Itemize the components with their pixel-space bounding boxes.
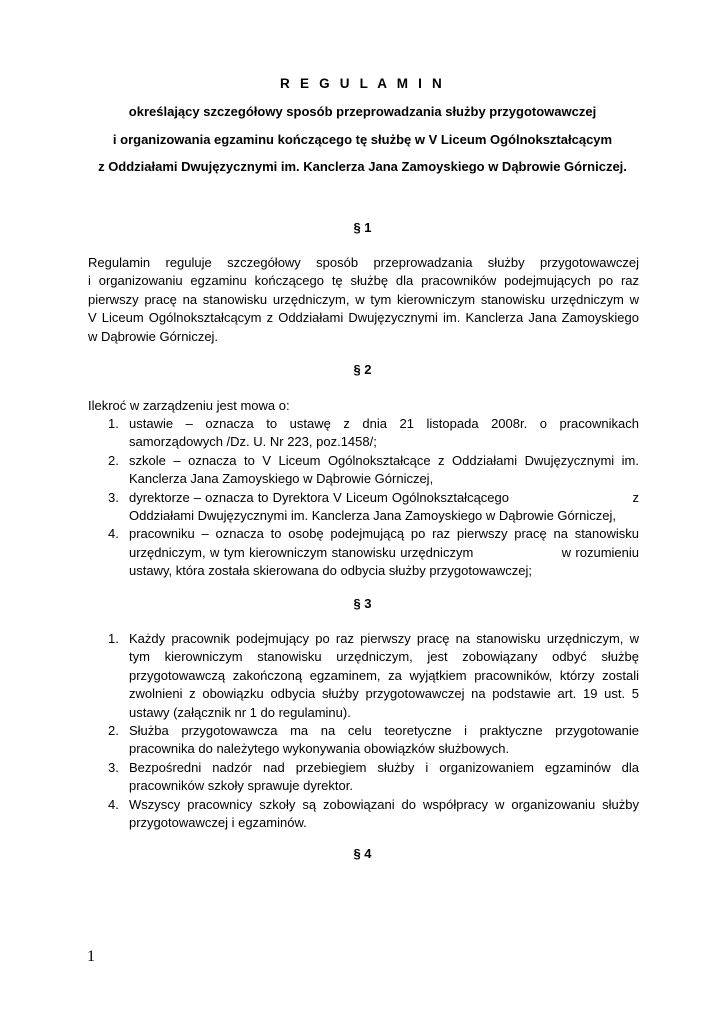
page-number: 1 [87,948,95,965]
list-item [88,796,639,833]
list-item-line: samorządowych /Dz. U. Nr 223, poz.1458/; [129,434,377,450]
definitions-list [88,415,639,581]
list-item-line: pracowniku – oznacza to osobę podejmującą po raz pierwszy pracę na stanowisku [129,526,639,542]
paragraph-line: w Dąbrowie Górniczej. [88,328,219,344]
list-item-line: szkole – oznacza to V Liceum Ogólnokształcące z Oddziałami Dwujęzycznymi im. [129,452,639,468]
list-item [88,722,639,759]
list-item-line: ustawy (załącznik nr 1 do regulaminu). [129,704,351,720]
subtitle-line-1: określający szczegółowy sposób przeprowadzania służby przygotowawczej [128,104,597,119]
paragraph-line: pierwszy pracę na stanowisku urzędniczym, w tym kierowniczym stanowisku urzędniczym w [88,291,639,307]
section-1-paragraph [88,254,639,346]
list-item-line: ustawie – oznacza to ustawę z dnia 21 listopada 2008r. o pracownikach [129,416,639,431]
list-item-line: Oddziałami Dwujęzycznymi im. Kanclerza Jana Zamoyskiego w Dąbrowie Górniczej, [129,508,616,524]
section-2-intro: Ilekroć w zarządzeniu jest mowa o: [88,398,290,413]
section-heading-3: § 3 [353,596,372,611]
list-item-number: 4. [108,526,119,542]
subtitle-line-3: z Oddziałami Dwujęzycznymi im. Kanclerza Jana Zamoyskiego w Dąbrowie Górniczej. [98,159,627,174]
list-item-line: Każdy pracownik podejmujący po raz pierwszy pracę na stanowisku urzędniczym, w [129,631,639,646]
list-item-line: Służba przygotowawcza ma na celu teoretyczne i praktyczne przygotowanie [129,723,639,739]
list-item-line: zwolnieni z obowiązku odbycia służby przygotowawczej na podstawie art. 19 ust. 5 [129,686,639,702]
list-item-number: 1. [108,416,119,431]
list-item [88,452,639,489]
list-item-number: 2. [108,723,119,739]
list-item-line: dyrektorze – oznacza to Dyrektora V Liceum Ogólnokształcącego z [129,489,639,505]
list-item-line: przygotowawczą zakończoną egzaminem, za wyjątkiem pracowników, którzy zostali [129,667,639,683]
paragraph-line: Regulamin reguluje szczegółowy sposób przeprowadzania służby przygotowawczej [88,255,639,270]
list-item [88,525,639,580]
list-item-line: przygotowawczej i egzaminów. [129,815,307,831]
list-item-line: ustawy, która została skierowana do odbycia służby przygotowawczej; [129,563,532,579]
list-item-number: 1. [108,631,119,646]
list-item-line: Bezpośredni nadzór nad przebiegiem służby i organizowaniem egzaminów dla [129,759,639,775]
section-heading-4: § 4 [353,846,372,861]
list-item-number: 2. [108,452,119,468]
list-item-line: pracownika do należytego wykonywania obowiązków służbowych. [129,741,510,757]
list-item-line: tym kierowniczym stanowisku urzędniczym, jest zobowiązany odbyć służbę [129,649,639,665]
list-item [88,415,639,452]
rules-list [88,630,639,832]
list-item-line: Wszyscy pracownicy szkoły są zobowiązani do współpracy w organizowaniu służby [129,796,639,812]
section-heading-2: § 2 [353,362,372,377]
paragraph-line: i organizowaniu egzaminu kończącego tę służbę dla pracowników podejmujących po raz [88,273,639,289]
list-item-line: urzędniczym, w tym kierowniczym stanowisku urzędniczym w rozumieniu [129,544,639,560]
paragraph-line: V Liceum Ogólnokształcącym z Oddziałami Dwujęzycznymi im. Kanclerza Jana Zamoyskiego [88,310,639,326]
list-item [88,489,639,526]
document-title: R E G U L A M I N [280,76,445,91]
list-item-number: 3. [108,759,119,775]
list-item [88,630,639,722]
list-item [88,759,639,796]
section-heading-1: § 1 [353,220,372,235]
list-item-line: pracowników szkoły sprawuje dyrektor. [129,778,353,794]
list-item-number: 3. [108,489,119,505]
list-item-line: Kanclerza Jana Zamoyskiego w Dąbrowie Górniczej, [129,471,434,487]
subtitle-line-2: i organizowania egzaminu kończącego tę służbę w V Liceum Ogólnokształcącym [112,132,613,147]
list-item-number: 4. [108,796,119,812]
